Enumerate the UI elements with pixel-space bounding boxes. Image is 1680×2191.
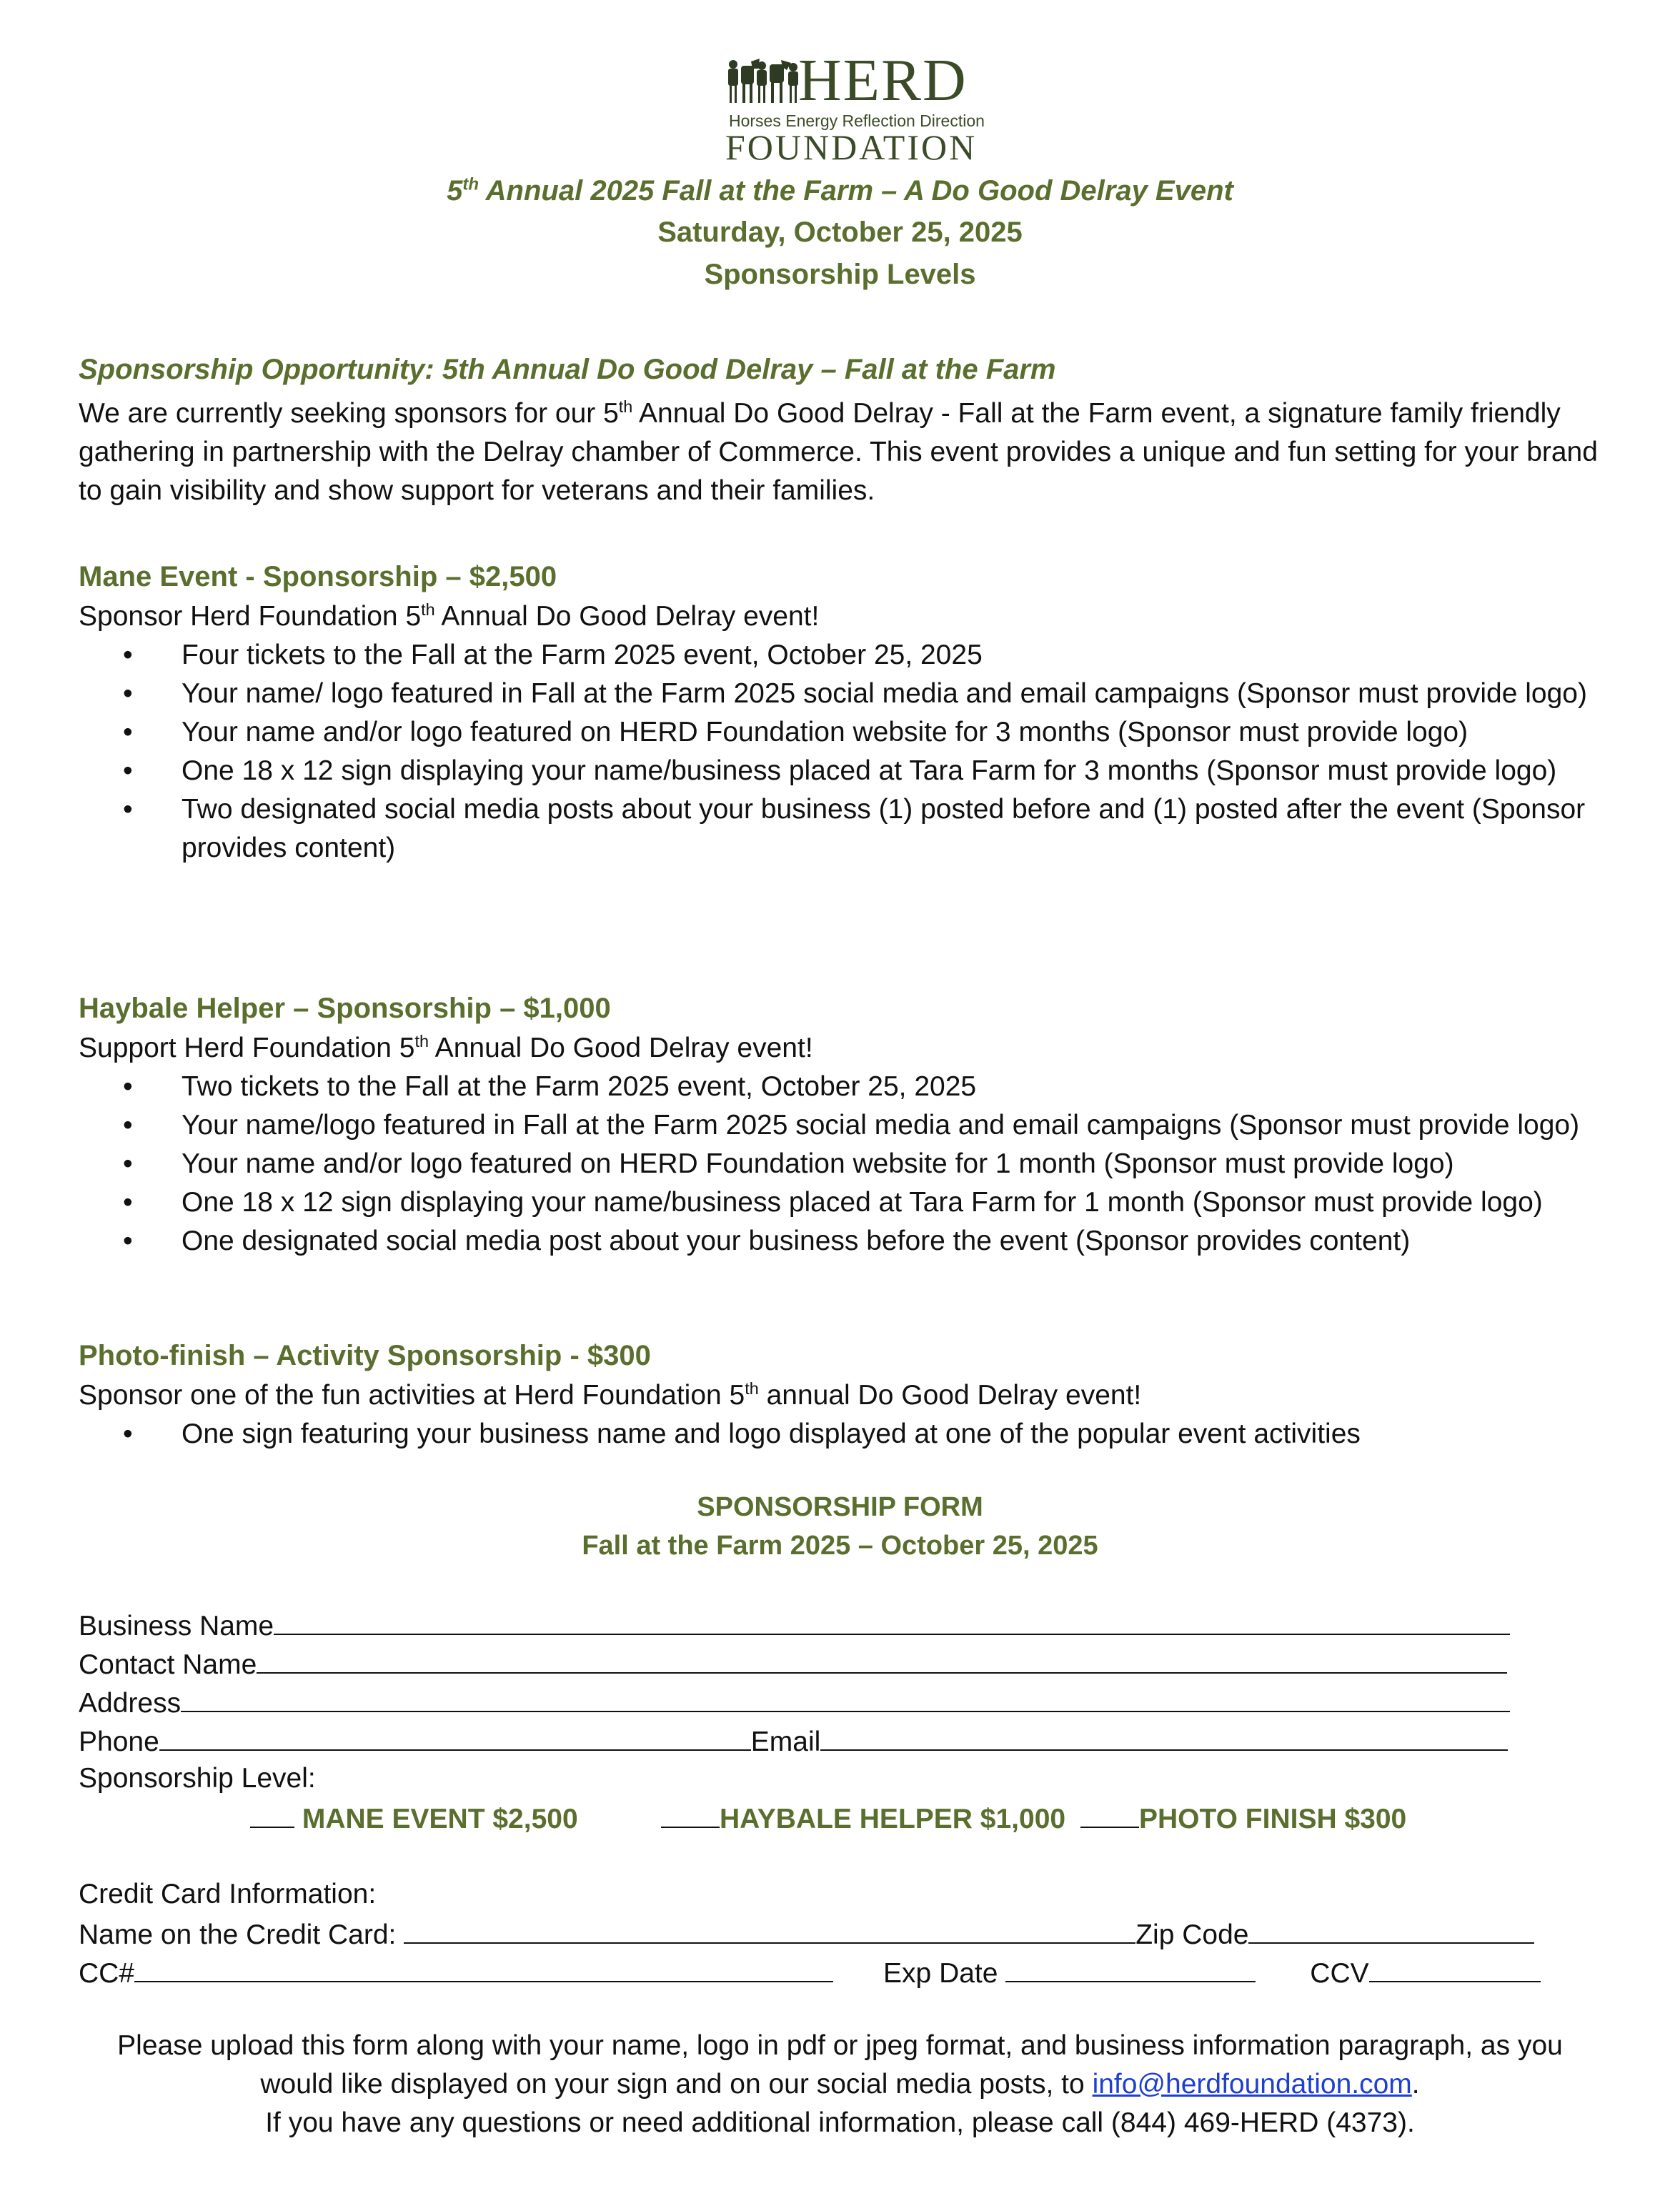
sponsorship-level-label: Sponsorship Level: bbox=[79, 1763, 316, 1794]
mane-event-heading: Mane Event - Sponsorship – $2,500 bbox=[79, 561, 557, 592]
cc-number-label: CC# bbox=[79, 1958, 135, 1989]
zip-code-input[interactable] bbox=[1248, 1914, 1534, 1944]
phone-label: Phone bbox=[79, 1727, 159, 1757]
haybale-helper-option: HAYBALE HELPER $1,000 bbox=[720, 1804, 1066, 1834]
ccv-label: CCV bbox=[1310, 1958, 1369, 1989]
list-item: • Your name and/or logo featured on HERD Foundation website for 3 months (Sponsor must provide logo) bbox=[123, 717, 1468, 747]
list-item: • Your name/logo featured in Fall at the Farm 2025 social media and email campaigns (Sponsor must provide logo) bbox=[123, 1110, 1580, 1141]
email-link[interactable]: info@herdfoundation.com bbox=[1092, 2069, 1412, 2100]
footer-line-2: would like displayed on your sign and on our social media posts, to info@herdfoundation.com. bbox=[260, 2069, 1420, 2100]
list-item: • Your name and/or logo featured on HERD Foundation website for 1 month (Sponsor must provide logo) bbox=[123, 1148, 1454, 1179]
level-options-row bbox=[250, 1798, 578, 1839]
list-item: • Two tickets to the Fall at the Farm 2025 event, October 25, 2025 bbox=[123, 1071, 977, 1102]
photo-finish-intro: Sponsor one of the fun activities at Herd Foundation 5th annual Do Good Delray event! bbox=[79, 1379, 1142, 1411]
page-subtitle: Sponsorship Levels bbox=[704, 259, 976, 290]
phone-email-row bbox=[79, 1721, 1508, 1762]
logo-foundation-text: FOUNDATION bbox=[725, 127, 978, 167]
logo-tagline: Horses Energy Reflection Direction bbox=[729, 111, 985, 130]
cc-name-label: Name on the Credit Card: bbox=[79, 1919, 397, 1950]
contact-name-input[interactable] bbox=[257, 1644, 1507, 1674]
list-item: • Your name/ logo featured in Fall at the Farm 2025 social media and email campaigns (Sponsor must provide logo) bbox=[123, 678, 1587, 709]
haybale-helper-benefits bbox=[79, 1068, 1615, 1261]
haybale-helper-checkbox[interactable] bbox=[661, 1798, 720, 1828]
email-input[interactable] bbox=[820, 1721, 1508, 1751]
opportunity-paragraph: We are currently seeking sponsors for our 5th Annual Do Good Delray - Fall at the Farm event, a signature family friendly gathering in partnership with the Delray chamber of Commerce. This event provides a unique and fun setting for your brand to gain visibility and show support for veterans and their families. bbox=[79, 397, 1598, 506]
cc-number-row bbox=[79, 1952, 1541, 1993]
zip-code-label: Zip Code bbox=[1135, 1919, 1249, 1950]
photo-finish-option: PHOTO FINISH $300 bbox=[1139, 1804, 1407, 1834]
exp-date-label: Exp Date bbox=[883, 1958, 998, 1989]
address-input[interactable] bbox=[181, 1682, 1510, 1712]
business-name-label: Business Name bbox=[79, 1611, 274, 1641]
cc-name-input[interactable] bbox=[404, 1914, 1135, 1944]
business-name-input[interactable] bbox=[274, 1605, 1510, 1635]
cc-name-zip-row bbox=[79, 1914, 1534, 1954]
ccv-input[interactable] bbox=[1369, 1952, 1541, 1982]
footer-line-1: Please upload this form along with your name, logo in pdf or jpeg format, and business information paragraph, as you bbox=[117, 2030, 1563, 2061]
list-item: • One 18 x 12 sign displaying your name/business placed at Tara Farm for 1 month (Sponsor must provide logo) bbox=[123, 1187, 1543, 1218]
mane-event-option: MANE EVENT $2,500 bbox=[302, 1804, 578, 1834]
contact-name-label: Contact Name bbox=[79, 1649, 257, 1680]
photo-finish-heading: Photo-finish – Activity Sponsorship - $300 bbox=[79, 1340, 651, 1371]
haybale-helper-heading: Haybale Helper – Sponsorship – $1,000 bbox=[79, 993, 611, 1024]
list-item: • One 18 x 12 sign displaying your name/business placed at Tara Farm for 3 months (Sponsor must provide logo) bbox=[123, 755, 1557, 786]
list-item: • One designated social media post about your business before the event (Sponsor provides content) bbox=[123, 1226, 1411, 1256]
logo-herd-text: HERD bbox=[798, 47, 968, 114]
list-item: • Two designated social media posts about your business (1) posted before and (1) posted after the event (Sponsor provides content) bbox=[123, 794, 1586, 863]
mane-event-intro: Sponsor Herd Foundation 5th Annual Do Good Delray event! bbox=[79, 600, 820, 632]
event-date: Saturday, October 25, 2025 bbox=[657, 217, 1023, 248]
email-label: Email bbox=[750, 1727, 821, 1757]
phone-input[interactable] bbox=[159, 1721, 751, 1751]
exp-date-input[interactable] bbox=[1005, 1952, 1256, 1982]
cc-number-input[interactable] bbox=[134, 1952, 833, 1982]
mane-event-benefits bbox=[79, 636, 1615, 868]
haybale-helper-intro: Support Herd Foundation 5th Annual Do Good Delray event! bbox=[79, 1032, 813, 1063]
address-field[interactable] bbox=[79, 1682, 1510, 1723]
event-title: 5th Annual 2025 Fall at the Farm – A Do Good Delray Event bbox=[447, 174, 1233, 207]
photo-finish-benefits bbox=[79, 1415, 1615, 1454]
photo-option-row bbox=[1080, 1798, 1406, 1839]
address-label: Address bbox=[79, 1688, 182, 1719]
photo-finish-checkbox[interactable] bbox=[1080, 1798, 1139, 1828]
horses-silhouette-icon bbox=[727, 59, 805, 104]
contact-name-field[interactable] bbox=[79, 1644, 1507, 1684]
business-name-field[interactable] bbox=[79, 1605, 1510, 1646]
haybale-option-row bbox=[661, 1798, 1065, 1839]
credit-card-info-label: Credit Card Information: bbox=[79, 1879, 377, 1909]
herd-foundation-logo bbox=[718, 47, 1004, 167]
opportunity-heading: Sponsorship Opportunity: 5th Annual Do Good Delray – Fall at the Farm bbox=[79, 354, 1056, 385]
list-item: • Four tickets to the Fall at the Farm 2025 event, October 25, 2025 bbox=[123, 640, 983, 670]
list-item: • One sign featuring your business name and logo displayed at one of the popular event activities bbox=[123, 1419, 1361, 1449]
mane-event-checkbox[interactable] bbox=[250, 1798, 294, 1828]
footer-line-3: If you have any questions or need additional information, please call (844) 469-HERD (4373). bbox=[265, 2107, 1415, 2138]
form-subtitle: Fall at the Farm 2025 – October 25, 2025 bbox=[582, 1531, 1098, 1561]
form-title: SPONSORSHIP FORM bbox=[697, 1492, 983, 1522]
